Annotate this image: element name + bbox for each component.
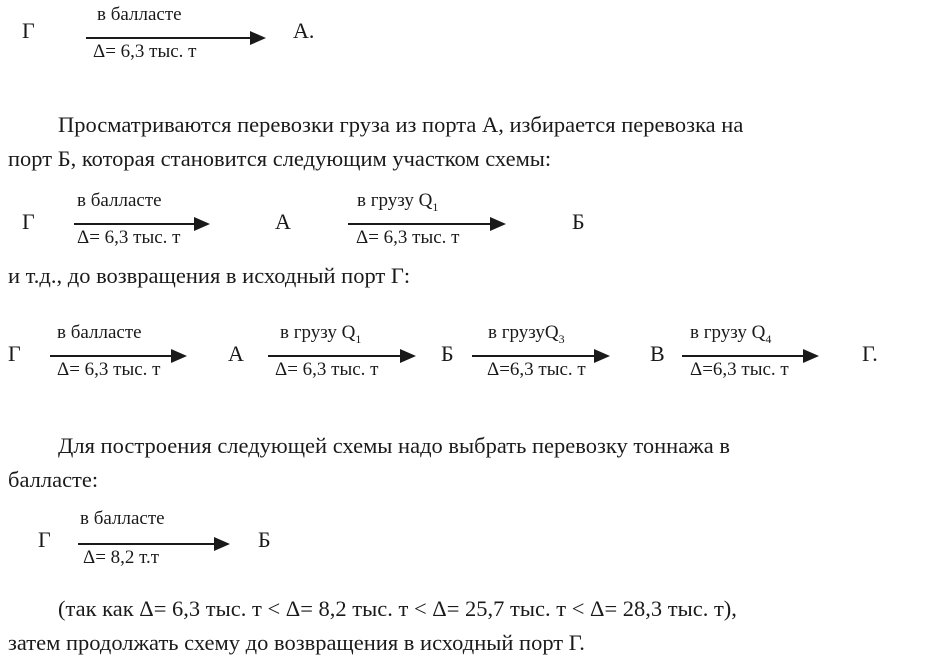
port-label: Б	[441, 341, 454, 366]
arrow-label-top: в грузу $Q_4$	[690, 322, 772, 346]
paragraph-line: порт Б, которая становится следующим участком схемы:	[8, 146, 552, 171]
port-label: Б	[258, 527, 271, 552]
port-label: А	[275, 209, 291, 234]
arrow-label-bottom: Δ= 6,3 тыс. т	[77, 227, 181, 248]
port-label: В	[650, 341, 665, 366]
arrow-icon	[348, 223, 491, 225]
arrow-label-top: в грузуQ$_3$	[488, 322, 565, 346]
arrow-label-bottom: Δ=6,3 тыс. т	[487, 359, 586, 380]
arrow-label-top: в грузу $Q_1$	[280, 322, 362, 346]
port-label: Г.	[862, 341, 878, 366]
port-label: Г	[22, 18, 35, 43]
port-label: Г	[22, 209, 35, 234]
arrow-label-top: в балласте	[77, 190, 162, 211]
arrow-label-bottom: Δ= 8,2 т.т	[83, 547, 160, 568]
arrow-icon	[86, 37, 251, 39]
arrow-icon	[78, 543, 215, 545]
arrow-label-bottom: Δ=6,3 тыс. т	[690, 359, 789, 380]
arrow-label-top: в балласте	[57, 322, 142, 343]
arrow-label-top: в балласте	[97, 4, 182, 25]
paragraph-line: Просматриваются перевозки груза из порта А, избирается перевозка на	[58, 112, 744, 137]
paragraph-line: (так как Δ= 6,3 тыс. т < Δ= 8,2 тыс. т < Δ= 25,7 тыс. т < Δ= 28,3 тыс. т),	[58, 596, 737, 621]
arrow-label-bottom: Δ= 6,3 тыс. т	[93, 41, 197, 62]
port-label: А	[228, 341, 244, 366]
port-label: Б	[572, 209, 585, 234]
port-label: А.	[293, 18, 315, 43]
arrow-icon	[74, 223, 195, 225]
paragraph-line: Для построения следующей схемы надо выбрать перевозку тоннажа в	[58, 433, 730, 458]
port-label: Г	[38, 527, 51, 552]
arrow-icon	[682, 355, 804, 357]
arrow-label-top: в грузу $Q_1$	[357, 190, 439, 214]
arrow-label-bottom: Δ= 6,3 тыс. т	[356, 227, 460, 248]
port-label: Г	[8, 341, 21, 366]
arrow-icon	[268, 355, 401, 357]
arrow-icon	[472, 355, 595, 357]
arrow-label-bottom: Δ= 6,3 тыс. т	[275, 359, 379, 380]
paragraph-line: и т.д., до возвращения в исходный порт Г:	[8, 263, 411, 288]
arrow-icon	[50, 355, 172, 357]
paragraph-line: балласте:	[8, 467, 99, 492]
arrow-label-top: в балласте	[80, 508, 165, 529]
arrow-label-bottom: Δ= 6,3 тыс. т	[57, 359, 161, 380]
paragraph-line: затем продолжать схему до возвращения в исходный порт Г.	[8, 630, 585, 655]
